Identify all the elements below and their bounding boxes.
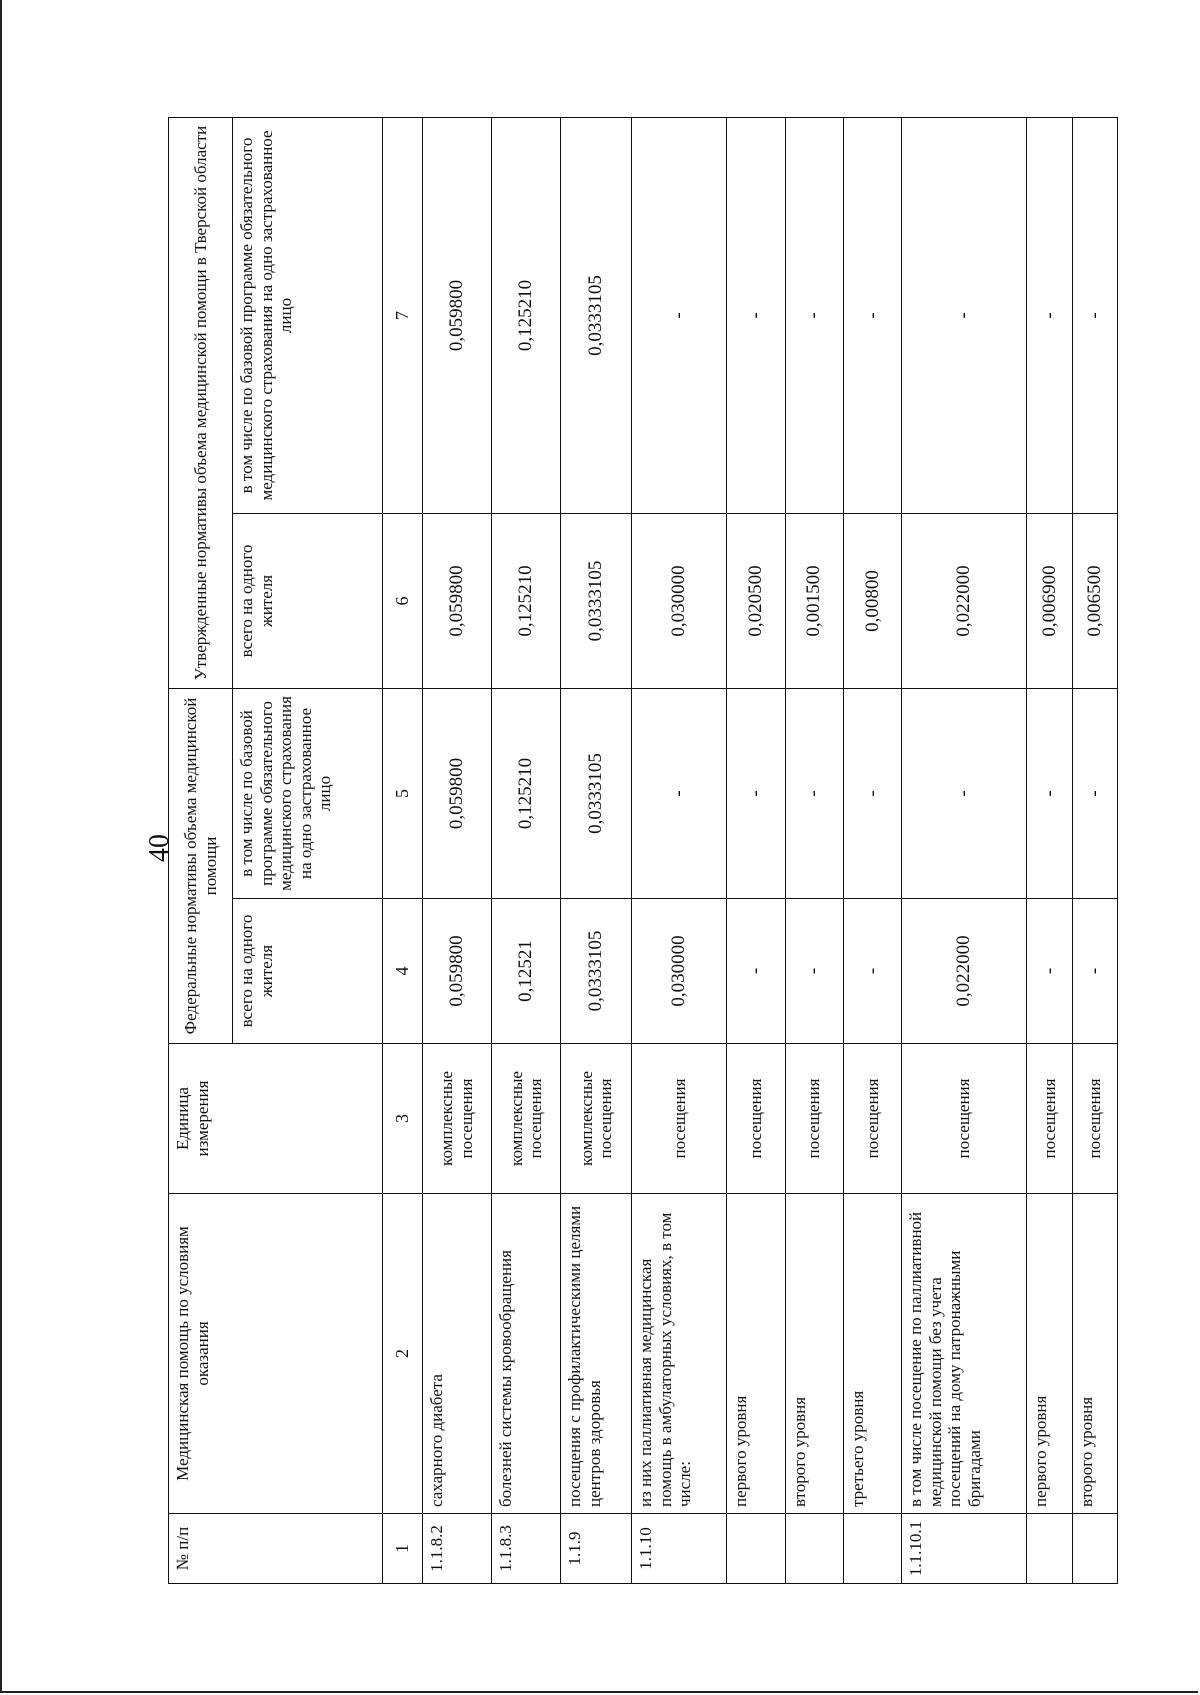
row-number	[785, 1514, 843, 1584]
row-number	[727, 1514, 785, 1584]
table-row	[1027, 117, 1072, 1583]
row-name: второго уровня	[1072, 1194, 1117, 1514]
federal-total-value: 0,0333105	[561, 899, 632, 1044]
row-number	[1072, 1514, 1117, 1584]
table-row	[1072, 117, 1117, 1583]
column-number: 5	[383, 688, 423, 898]
table-row	[902, 117, 1027, 1583]
row-number: 1.1.10	[632, 1514, 727, 1584]
header-federal-group: Федеральные нормативы объема медицинской помощи	[169, 688, 233, 1043]
row-unit: комплексные посещения	[492, 1044, 561, 1194]
header-type: Медицинская помощь по условиям оказания	[169, 1194, 383, 1514]
federal-oms-value: -	[1027, 688, 1072, 898]
row-unit: посещения	[632, 1044, 727, 1194]
column-number: 3	[383, 1044, 423, 1194]
row-name: посещения с профилактическими целями центров здоровья	[561, 1194, 632, 1514]
header-federal-total: всего на одного жителя	[233, 899, 383, 1044]
row-name: болезней системы кровообращения	[492, 1194, 561, 1514]
row-number	[843, 1514, 901, 1584]
row-name: сахарного диабета	[423, 1194, 492, 1514]
approved-oms-value: -	[785, 117, 843, 513]
federal-oms-value: 0,125210	[492, 688, 561, 898]
row-name: из них паллиативная медицинская помощь в амбулаторных условиях, в том числе:	[632, 1194, 727, 1514]
federal-total-value: 0,022000	[902, 899, 1027, 1044]
header-approved-total: всего на одного жителя	[233, 513, 383, 688]
federal-total-value: -	[1072, 899, 1117, 1044]
row-unit: посещения	[843, 1044, 901, 1194]
column-number: 4	[383, 899, 423, 1044]
approved-oms-value: 0,0333105	[561, 117, 632, 513]
row-name: в том числе посещение по паллиативной медицинской помощи без учета посещений на дому патронажными бригадами	[902, 1194, 1027, 1514]
federal-total-value: -	[727, 899, 785, 1044]
column-number: 2	[383, 1194, 423, 1514]
page-number: 40	[144, 834, 175, 862]
approved-oms-value: -	[902, 117, 1027, 513]
row-number: 1.1.10.1	[902, 1514, 1027, 1584]
table-row	[727, 117, 785, 1583]
approved-oms-value: -	[727, 117, 785, 513]
rotated-table-container	[168, 118, 1118, 1584]
header-approved-group: Утвержденные нормативы объема медицинской помощи в Тверской области	[169, 117, 233, 688]
table-row	[632, 117, 727, 1583]
approved-oms-value: -	[843, 117, 901, 513]
approved-oms-value: -	[1027, 117, 1072, 513]
approved-total-value: 0,022000	[902, 513, 1027, 688]
header-num: № п/п	[169, 1514, 383, 1584]
federal-oms-value: -	[632, 688, 727, 898]
row-name: третьего уровня	[843, 1194, 901, 1514]
approved-total-value: 0,006500	[1072, 513, 1117, 688]
row-number: 1.1.9	[561, 1514, 632, 1584]
row-unit: комплексные посещения	[561, 1044, 632, 1194]
row-number: 1.1.8.2	[423, 1514, 492, 1584]
federal-oms-value: -	[785, 688, 843, 898]
approved-oms-value: -	[632, 117, 727, 513]
federal-total-value: -	[785, 899, 843, 1044]
federal-total-value: 0,12521	[492, 899, 561, 1044]
approved-total-value: 0,0333105	[561, 513, 632, 688]
federal-total-value: -	[843, 899, 901, 1044]
column-number: 1	[383, 1514, 423, 1584]
approved-total-value: 0,001500	[785, 513, 843, 688]
row-unit: посещения	[1072, 1044, 1117, 1194]
approved-total-value: 0,00800	[843, 513, 901, 688]
row-unit: посещения	[902, 1044, 1027, 1194]
approved-total-value: 0,125210	[492, 513, 561, 688]
federal-oms-value: 0,059800	[423, 688, 492, 898]
row-number	[1027, 1514, 1072, 1584]
federal-oms-value: -	[843, 688, 901, 898]
normatives-table	[168, 117, 1118, 1584]
federal-total-value: -	[1027, 899, 1072, 1044]
row-name: первого уровня	[727, 1194, 785, 1514]
column-number: 7	[383, 117, 423, 513]
header-federal-oms: в том числе по базовой программе обязательного медицинского страхования на одно застрахованное лицо	[233, 688, 383, 898]
approved-oms-value: -	[1072, 117, 1117, 513]
table-body	[423, 117, 1118, 1583]
federal-oms-value: 0,0333105	[561, 688, 632, 898]
federal-oms-value: -	[1072, 688, 1117, 898]
row-unit: посещения	[1027, 1044, 1072, 1194]
table-row	[423, 117, 492, 1583]
row-name: второго уровня	[785, 1194, 843, 1514]
approved-oms-value: 0,125210	[492, 117, 561, 513]
header-approved-oms: в том числе по базовой программе обязательного медицинского страхования на одно застрахованное лицо	[233, 117, 383, 513]
table-row	[843, 117, 901, 1583]
federal-oms-value: -	[902, 688, 1027, 898]
table-row	[561, 117, 632, 1583]
federal-total-value: 0,059800	[423, 899, 492, 1044]
approved-total-value: 0,020500	[727, 513, 785, 688]
approved-total-value: 0,030000	[632, 513, 727, 688]
federal-total-value: 0,030000	[632, 899, 727, 1044]
federal-oms-value: -	[727, 688, 785, 898]
row-name: первого уровня	[1027, 1194, 1072, 1514]
table-row	[785, 117, 843, 1583]
row-unit: посещения	[785, 1044, 843, 1194]
column-number: 6	[383, 513, 423, 688]
approved-total-value: 0,006900	[1027, 513, 1072, 688]
approved-oms-value: 0,059800	[423, 117, 492, 513]
row-unit: комплексные посещения	[423, 1044, 492, 1194]
row-unit: посещения	[727, 1044, 785, 1194]
header-unit: Единица измерения	[169, 1044, 383, 1194]
row-number: 1.1.8.3	[492, 1514, 561, 1584]
table-row	[492, 117, 561, 1583]
approved-total-value: 0,059800	[423, 513, 492, 688]
